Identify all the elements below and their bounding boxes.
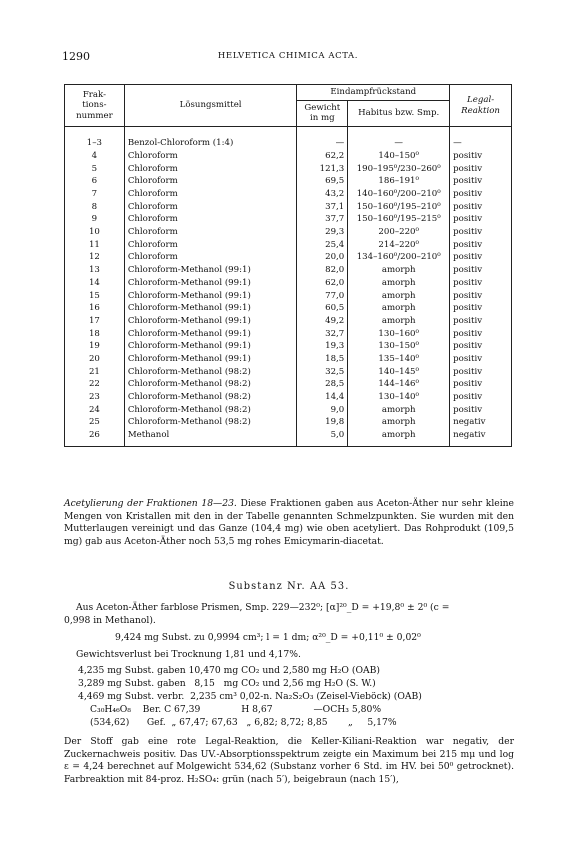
cell-solvent: Chloroform (124, 226, 297, 239)
cell-solvent: Chloroform (124, 213, 297, 226)
cell-fraction: 7 (65, 188, 125, 201)
cell-legal: positiv (450, 289, 512, 302)
fractions-table (64, 84, 512, 447)
cell-fraction: 9 (65, 213, 125, 226)
table-row (65, 366, 512, 379)
cell-habitus: 144–146⁰ (348, 378, 450, 391)
reaction-paragraph: Der Stoff gab eine rote Legal-Reaktion, die Keller-Kiliani-Reaktion war negativ, der Zuckernachweis positiv. Das UV.-Absorptionsspektrum zeigte ein Maximum bei 215 mμ und log ε = 4,24 berechnet auf Molgewicht 534,62 (Substanz vorher 6 Std. im HV. bei 50⁰ getrocknet). Farbreaktion mit 84-proz. H₂SO₄: grün (nach 5′), beigebraun (nach 15′), (64, 736, 514, 785)
cell-habitus: 214–220⁰ (348, 239, 450, 252)
cell-weight: 62,0 (297, 277, 348, 290)
cell-legal: positiv (450, 264, 512, 277)
acetylation-paragraph (64, 498, 514, 548)
cell-legal: positiv (450, 239, 512, 252)
cell-legal: positiv (450, 251, 512, 264)
cell-habitus: 190–195⁰/230–260⁰ (348, 163, 450, 176)
cell-legal: positiv (450, 404, 512, 417)
cell-habitus: amorph (348, 302, 450, 315)
cell-legal: positiv (450, 201, 512, 214)
cell-solvent: Chloroform (124, 175, 297, 188)
cell-habitus: 140–150⁰ (348, 150, 450, 163)
cell-weight: 19,3 (297, 340, 348, 353)
cell-habitus: amorph (348, 404, 450, 417)
cell-solvent: Chloroform-Methanol (98:2) (124, 366, 297, 379)
cell-legal: positiv (450, 340, 512, 353)
cell-weight: 82,0 (297, 264, 348, 277)
cell-habitus: 150–160⁰/195–210⁰ (348, 201, 450, 214)
cell-weight: 32,7 (297, 328, 348, 341)
cell-fraction: 22 (65, 378, 125, 391)
col-header-solvent: Lösungsmittel (124, 85, 297, 127)
cell-fraction: 24 (65, 404, 125, 417)
cell-solvent: Benzol-Chloroform (1:4) (124, 137, 297, 150)
table-row (65, 302, 512, 315)
cell-weight: 43,2 (297, 188, 348, 201)
spacer-cell (297, 127, 348, 138)
cell-habitus: amorph (348, 315, 450, 328)
cell-fraction: 8 (65, 201, 125, 214)
table-row (65, 416, 512, 429)
cell-habitus: amorph (348, 416, 450, 429)
cell-fraction: 26 (65, 429, 125, 447)
cell-legal: positiv (450, 226, 512, 239)
formula-line-2: (534,62) Gef. „ 67,47; 67,63 „ 6,82; 8,72; 8,85 „ 5,17% (90, 717, 397, 728)
cell-legal: positiv (450, 277, 512, 290)
cell-weight: 37,1 (297, 201, 348, 214)
col-header-legal: Legal- Reaktion (450, 85, 512, 127)
col-header-habitus: Habitus bzw. Smp. (348, 100, 450, 126)
cell-solvent: Chloroform-Methanol (98:2) (124, 404, 297, 417)
table-row (65, 264, 512, 277)
table-row (65, 378, 512, 391)
cell-legal: positiv (450, 188, 512, 201)
cell-solvent: Chloroform (124, 150, 297, 163)
cell-weight: 32,5 (297, 366, 348, 379)
cell-solvent: Chloroform-Methanol (98:2) (124, 391, 297, 404)
analysis-line-2: 3,289 mg Subst. gaben 8,15 mg CO₂ und 2,56 mg H₂O (S. W.) (78, 678, 376, 689)
cell-solvent: Chloroform-Methanol (99:1) (124, 353, 297, 366)
table-row (65, 251, 512, 264)
cell-habitus: amorph (348, 429, 450, 447)
cell-legal: positiv (450, 391, 512, 404)
formula-line-1: C₃₀H₄₆O₈ Ber. C 67,39 H 8,67 —OCH₃ 5,80% (90, 704, 382, 715)
cell-legal: positiv (450, 175, 512, 188)
cell-weight: 14,4 (297, 391, 348, 404)
cell-solvent: Chloroform-Methanol (99:1) (124, 289, 297, 302)
page-header (62, 50, 514, 66)
cell-fraction: 10 (65, 226, 125, 239)
cell-legal: positiv (450, 315, 512, 328)
cell-legal: — (450, 137, 512, 150)
rotation-line: 9,424 mg Subst. zu 0,9994 cm³; l = 1 dm; α²⁰_D = +0,11⁰ ± 0,02⁰ (115, 632, 421, 643)
table-body (65, 127, 512, 447)
cell-weight: 19,8 (297, 416, 348, 429)
cell-weight: 5,0 (297, 429, 348, 447)
cell-weight: 121,3 (297, 163, 348, 176)
cell-fraction: 19 (65, 340, 125, 353)
table-row (65, 213, 512, 226)
table-row (65, 226, 512, 239)
table-row (65, 391, 512, 404)
cell-fraction: 16 (65, 302, 125, 315)
cell-weight: 69,5 (297, 175, 348, 188)
cell-legal: positiv (450, 302, 512, 315)
cell-fraction: 1–3 (65, 137, 125, 150)
cell-habitus: amorph (348, 264, 450, 277)
paragraph-lead: Acetylierung der Fraktionen 18—23. (64, 498, 237, 509)
cell-fraction: 14 (65, 277, 125, 290)
cell-legal: positiv (450, 213, 512, 226)
cell-fraction: 25 (65, 416, 125, 429)
cell-solvent: Methanol (124, 429, 297, 447)
cell-fraction: 23 (65, 391, 125, 404)
cell-fraction: 13 (65, 264, 125, 277)
cell-legal: positiv (450, 378, 512, 391)
cell-weight: 62,2 (297, 150, 348, 163)
cell-habitus: 186–191⁰ (348, 175, 450, 188)
analysis-line-1: 4,235 mg Subst. gaben 10,470 mg CO₂ und 2,580 mg H₂O (OAB) (78, 665, 380, 676)
col-header-fraction: Frak- tions- nummer (65, 85, 125, 127)
cell-solvent: Chloroform-Methanol (99:1) (124, 277, 297, 290)
cell-habitus: 130–160⁰ (348, 328, 450, 341)
cell-habitus: 150–160⁰/195–215⁰ (348, 213, 450, 226)
substance-line-1: Aus Aceton-Äther farblose Prismen, Smp. 229—232⁰; [α]²⁰_D = +19,8⁰ ± 2⁰ (c = (76, 602, 450, 613)
cell-solvent: Chloroform (124, 239, 297, 252)
col-header-weight: Gewicht in mg (297, 100, 348, 126)
table-row (65, 163, 512, 176)
cell-fraction: 6 (65, 175, 125, 188)
cell-fraction: 11 (65, 239, 125, 252)
table-row (65, 340, 512, 353)
cell-habitus: 140–145⁰ (348, 366, 450, 379)
cell-weight: 28,5 (297, 378, 348, 391)
cell-weight: 18,5 (297, 353, 348, 366)
cell-legal: positiv (450, 163, 512, 176)
cell-solvent: Chloroform (124, 188, 297, 201)
spacer-cell (65, 127, 125, 138)
cell-weight: 25,4 (297, 239, 348, 252)
cell-solvent: Chloroform (124, 201, 297, 214)
cell-habitus: 140–160⁰/200–210⁰ (348, 188, 450, 201)
table-row (65, 404, 512, 417)
cell-legal: positiv (450, 328, 512, 341)
journal-title: HELVETICA CHIMICA ACTA. (217, 51, 359, 61)
cell-weight: 29,3 (297, 226, 348, 239)
substance-title: Substanz Nr. AA 53. (228, 581, 350, 592)
table-head (65, 85, 512, 127)
cell-solvent: Chloroform-Methanol (98:2) (124, 416, 297, 429)
cell-fraction: 18 (65, 328, 125, 341)
cell-fraction: 15 (65, 289, 125, 302)
cell-legal: positiv (450, 366, 512, 379)
cell-habitus: 130–150⁰ (348, 340, 450, 353)
spacer-row (65, 127, 512, 138)
table-row (65, 137, 512, 150)
cell-solvent: Chloroform (124, 251, 297, 264)
spacer-cell (124, 127, 297, 138)
cell-habitus: 200–220⁰ (348, 226, 450, 239)
cell-weight: — (297, 137, 348, 150)
cell-solvent: Chloroform (124, 163, 297, 176)
table-row (65, 277, 512, 290)
cell-weight: 49,2 (297, 315, 348, 328)
cell-fraction: 5 (65, 163, 125, 176)
cell-habitus: 134–160⁰/200–210⁰ (348, 251, 450, 264)
table-row (65, 239, 512, 252)
cell-legal: negativ (450, 416, 512, 429)
table-row (65, 289, 512, 302)
cell-habitus: amorph (348, 277, 450, 290)
cell-fraction: 21 (65, 366, 125, 379)
col-header-residue: Eindampfrückstand (297, 85, 450, 101)
cell-legal: negativ (450, 429, 512, 447)
table-row (65, 429, 512, 447)
table-row (65, 353, 512, 366)
cell-habitus: 135–140⁰ (348, 353, 450, 366)
cell-solvent: Chloroform-Methanol (99:1) (124, 264, 297, 277)
cell-fraction: 20 (65, 353, 125, 366)
table-row (65, 315, 512, 328)
cell-solvent: Chloroform-Methanol (98:2) (124, 378, 297, 391)
cell-fraction: 12 (65, 251, 125, 264)
spacer-cell (348, 127, 450, 138)
table-row (65, 175, 512, 188)
weight-loss-line: Gewichtsverlust bei Trocknung 1,81 und 4,17%. (76, 649, 301, 660)
table-row (65, 188, 512, 201)
substance-line-2: 0,998 in Methanol). (64, 615, 156, 626)
cell-fraction: 17 (65, 315, 125, 328)
analysis-line-3: 4,469 mg Subst. verbr. 2,235 cm³ 0,02-n. Na₂S₂O₃ (Zeisel-Vieböck) (OAB) (78, 691, 422, 702)
cell-habitus: — (348, 137, 450, 150)
cell-fraction: 4 (65, 150, 125, 163)
paragraph-text: Diese Fraktionen gaben aus Aceton-Äther nur sehr kleine Mengen von Kristallen mit den in der Tabelle genannten Schmelzpunkten. Sie wurden mit den Mutterlaugen vereinigt und das Ganze (104,4 mg) wie oben acetyliert. Das Rohprodukt (109,5 mg) gab aus Aceton-Äther noch 53,5 mg rohes Emicymarin-diacetat. (64, 498, 514, 547)
table-row (65, 150, 512, 163)
table-row (65, 201, 512, 214)
cell-solvent: Chloroform-Methanol (99:1) (124, 302, 297, 315)
spacer-cell (450, 127, 512, 138)
cell-weight: 77,0 (297, 289, 348, 302)
cell-solvent: Chloroform-Methanol (99:1) (124, 328, 297, 341)
cell-weight: 60,5 (297, 302, 348, 315)
table-row (65, 328, 512, 341)
cell-weight: 20,0 (297, 251, 348, 264)
page-number: 1290 (62, 50, 90, 63)
cell-weight: 37,7 (297, 213, 348, 226)
cell-legal: positiv (450, 353, 512, 366)
cell-solvent: Chloroform-Methanol (99:1) (124, 340, 297, 353)
cell-habitus: 130–140⁰ (348, 391, 450, 404)
cell-weight: 9,0 (297, 404, 348, 417)
cell-habitus: amorph (348, 289, 450, 302)
cell-legal: positiv (450, 150, 512, 163)
cell-solvent: Chloroform-Methanol (99:1) (124, 315, 297, 328)
